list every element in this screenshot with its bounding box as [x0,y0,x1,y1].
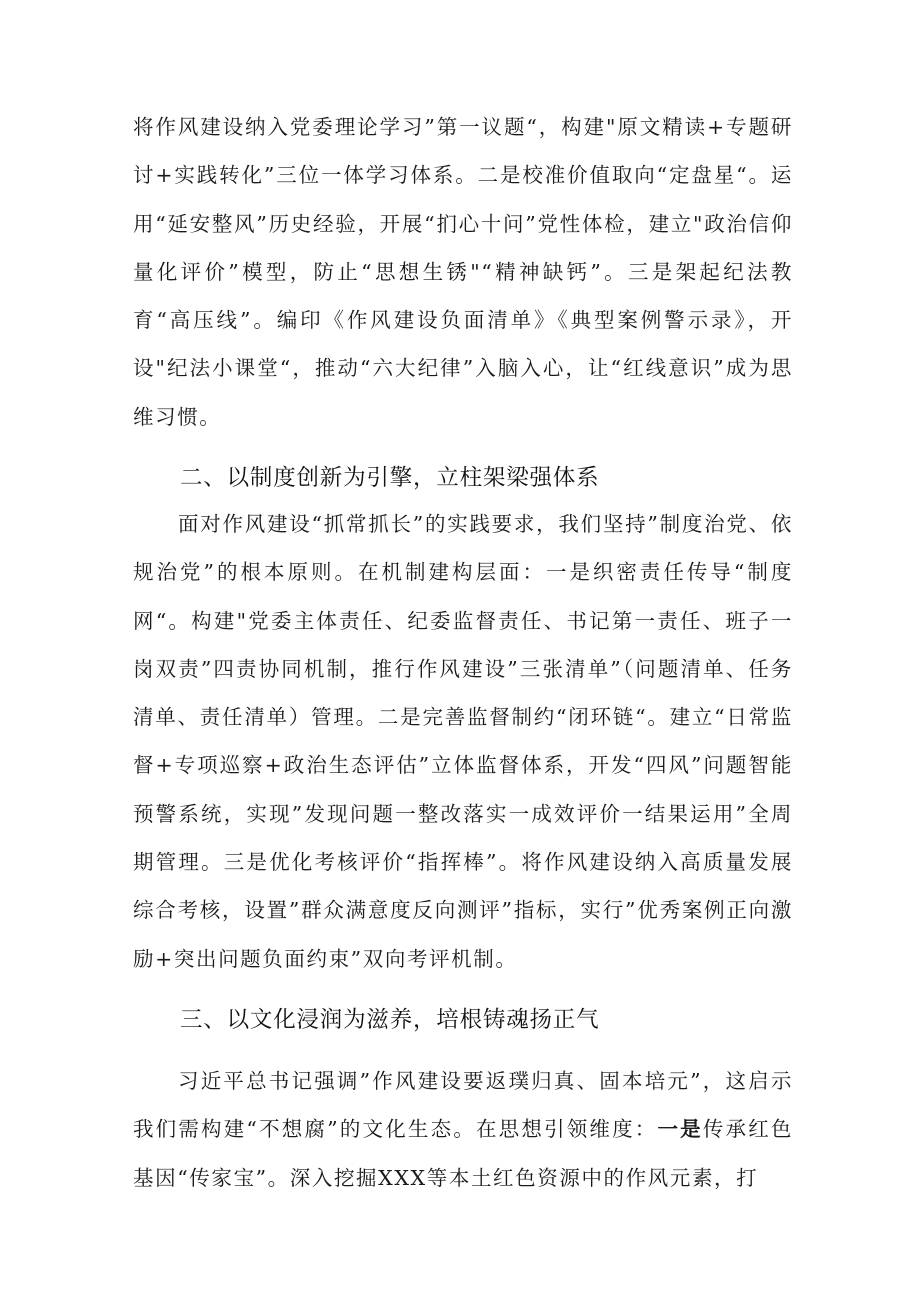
paragraph-3-lead: 习近平总书记强调”作风建设要返璞归真、固本培元”，这启示我们需构建“不想腐”的文化生态。在思想引领维度： [133,1069,793,1142]
body-paragraph-3 [133,1057,793,1202]
paragraph-3-emphasis: 一是 [657,1117,703,1142]
body-paragraph-2: 面对作风建设“抓常抓长”的实践要求，我们坚持”制度治党、依规治党”的根本原则。在机制建构层面：一是织密责任传导“制度网“。构建"党委主体责任、纪委监督责任、书记第一责任、班子一岗双责”四责协同机制，推行作风建设”三张清单”（问题清单、任务清单、责任清单）管理。二是完善监督制约“闭环链“。建立“日常监督+专项巡察+政治生态评估”立体监督体系，开发“四风”问题智能预警系统，实现”发现问题一整改落实一成效评价一结果运用”全周期管理。三是优化考核评价“指挥棒”。将作风建设纳入高质量发展综合考核，设置”群众满意度反向测评”指标，实行”优秀案例正向激励+突出问题负面约束”双向考评机制。 [133,512,793,971]
section-heading-2: 二、以制度创新为引擎，立柱架梁强体系 [180,465,600,491]
body-paragraph-1: 将作风建设纳入党委理论学习”第一议题“，构建"原文精读+专题研讨+实践转化”三位一体学习体系。二是校准价值取向“定盘星“。运用“延安整风”历史经验，开展“扪心十问”党性体检，建立"政治信仰量化评价”模型，防止“思想生锈"“精神缺钙”。三是架起纪法教育“高压线”。编印《作风建设负面清单》《典型案例警示录》，开设"纪法小课堂“，推动“六大纪律”入脑入心，让“红线意识”成为思维习惯。 [133,115,793,429]
section-heading-3: 三、以文化浸润为滋养，培根铸魂扬正气 [180,1007,600,1033]
paragraph-3-rest: 传承红色基因“传家宝”。深入挖掘XXX等本土红色资源中的作风元素，打 [133,1117,794,1190]
